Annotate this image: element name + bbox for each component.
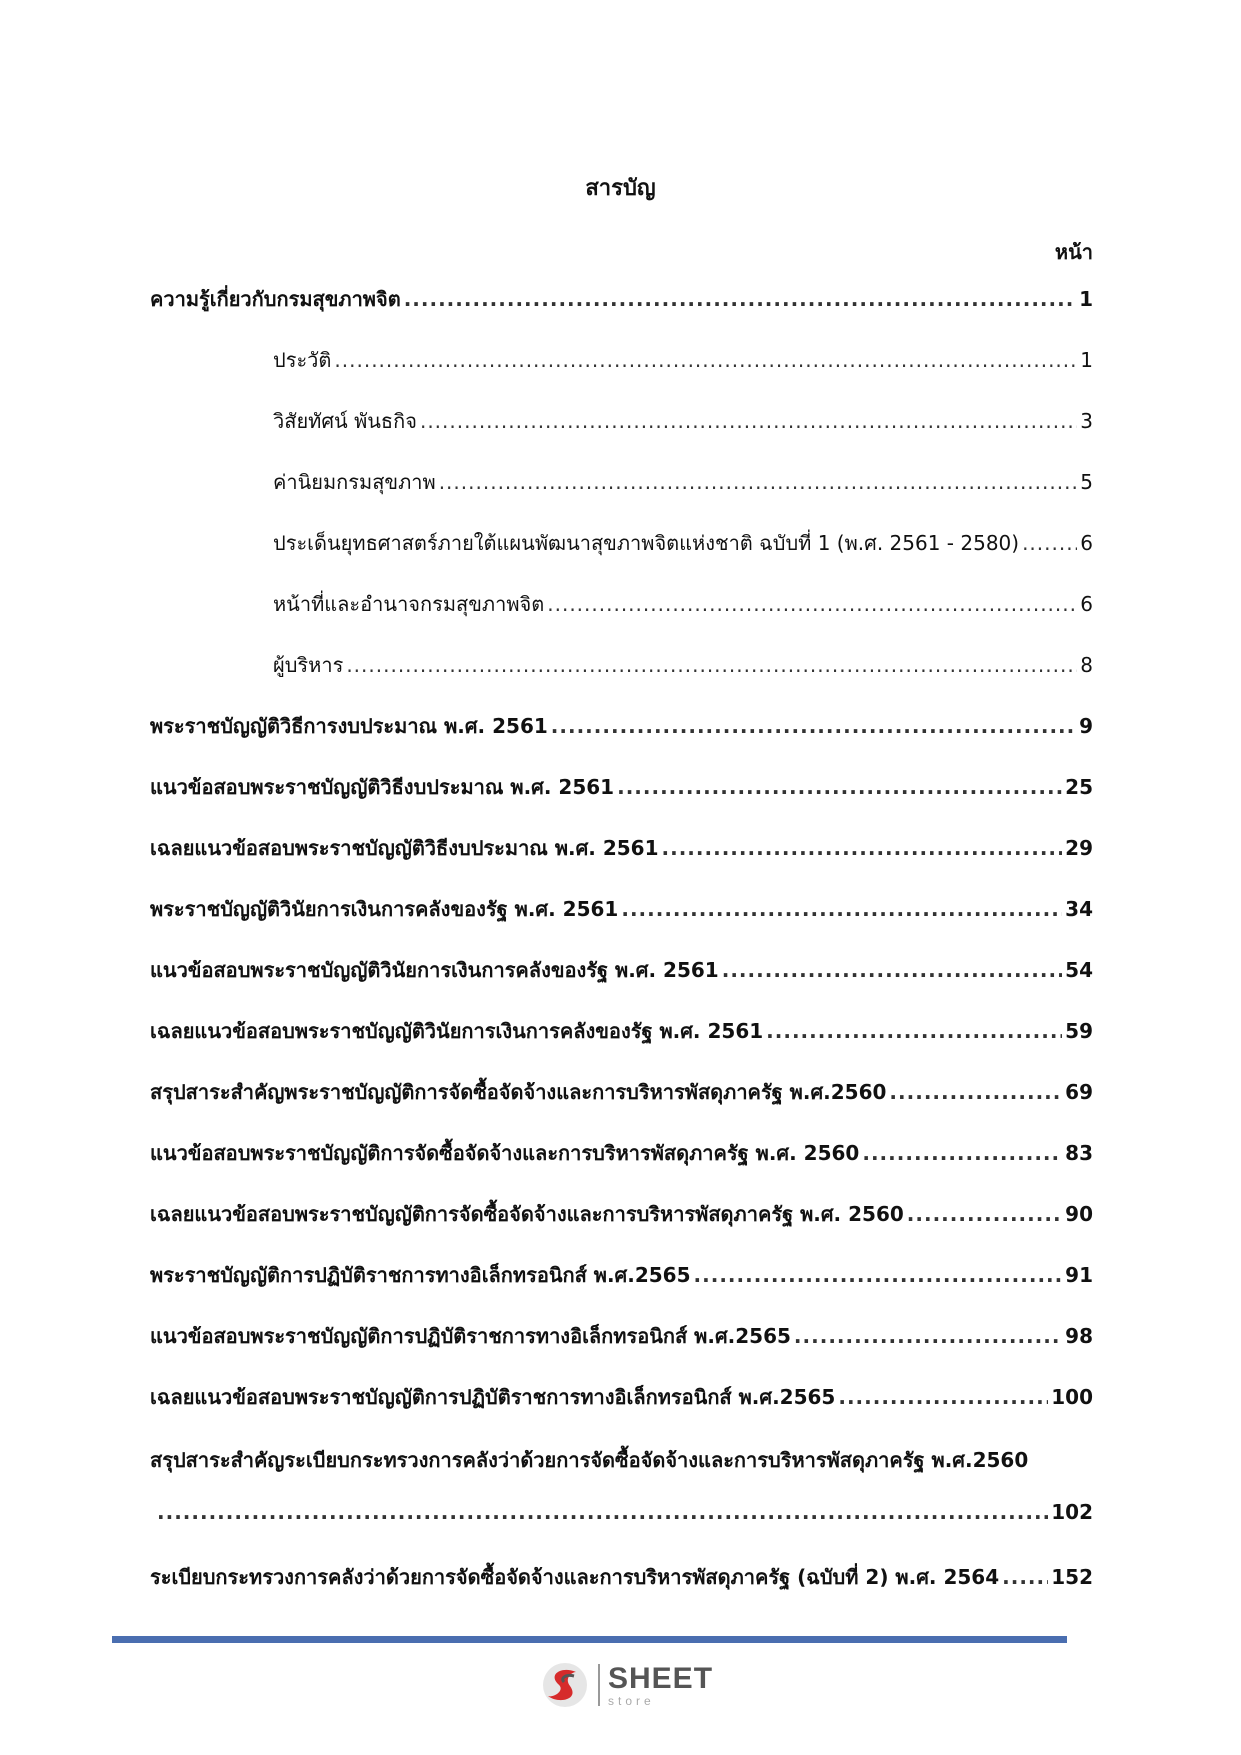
toc-entry-title: แนวข้อสอบพระราชบัญญัติวินัยการเงินการคลังของรัฐ พ.ศ. 2561 — [150, 958, 719, 982]
sheet-store-logo — [540, 1660, 713, 1710]
toc-entry-title: ประวัติ — [273, 348, 332, 372]
toc-subentry[interactable] — [150, 344, 1093, 405]
toc-entry-page: 54 — [1065, 958, 1093, 982]
dot-leader — [907, 1202, 1062, 1226]
toc-entry-page: 59 — [1065, 1019, 1093, 1043]
toc-entry-page: 102 — [1051, 1500, 1093, 1524]
dot-leader — [551, 714, 1076, 738]
toc-entry-page: 91 — [1065, 1263, 1093, 1287]
toc-subentry[interactable] — [150, 649, 1093, 710]
toc-entry-title: พระราชบัญญัติวิธีการงบประมาณ พ.ศ. 2561 — [150, 714, 548, 738]
toc-entry[interactable] — [150, 283, 1093, 344]
dot-leader — [722, 958, 1062, 982]
toc-subentry[interactable] — [150, 588, 1093, 649]
dot-leader — [1022, 531, 1077, 555]
toc-entry-title: ผู้บริหาร — [273, 653, 344, 677]
logo-wordmark: SHEET — [608, 1661, 714, 1695]
toc-entry-page: 5 — [1080, 470, 1093, 494]
footer-divider — [112, 1636, 1067, 1643]
dot-leader — [1002, 1565, 1048, 1589]
toc-entry-title: สรุปสาระสำคัญระเบียบกระทรวงการคลังว่าด้วยการจัดซื้อจัดจ้างและการบริหารพัสดุภาครัฐ พ.ศ.2560 — [150, 1448, 1029, 1472]
toc-entry-title: สรุปสาระสำคัญพระราชบัญญัติการจัดซื้อจัดจ้างและการบริหารพัสดุภาครัฐ พ.ศ.2560 — [150, 1080, 887, 1104]
toc-entry-page: 83 — [1065, 1141, 1093, 1165]
toc-entry[interactable] — [150, 1320, 1093, 1381]
toc-entry-page: 9 — [1079, 714, 1093, 738]
toc-entry-title: แนวข้อสอบพระราชบัญญัติวิธีงบประมาณ พ.ศ. 2561 — [150, 775, 615, 799]
toc-entry[interactable] — [150, 1381, 1093, 1442]
toc-entry[interactable] — [150, 771, 1093, 832]
toc-entry-title: หน้าที่และอำนาจกรมสุขภาพจิต — [273, 592, 545, 616]
dot-leader — [662, 836, 1063, 860]
toc-entry-page: 6 — [1080, 592, 1093, 616]
toc-entry[interactable] — [150, 1076, 1093, 1137]
toc-entry-title: พระราชบัญญัติการปฏิบัติราชการทางอิเล็กทรอนิกส์ พ.ศ.2565 — [150, 1263, 691, 1287]
toc-subentry[interactable] — [150, 527, 1093, 588]
dot-leader — [794, 1324, 1062, 1348]
toc-entry-title: แนวข้อสอบพระราชบัญญัติการจัดซื้อจัดจ้างและการบริหารพัสดุภาครัฐ พ.ศ. 2560 — [150, 1141, 860, 1165]
logo-subtitle: store — [608, 1693, 655, 1708]
toc-entry[interactable] — [150, 1198, 1093, 1259]
toc-entry-page: 1 — [1079, 287, 1093, 311]
toc-entry-title: แนวข้อสอบพระราชบัญญัติการปฏิบัติราชการทางอิเล็กทรอนิกส์ พ.ศ.2565 — [150, 1324, 791, 1348]
toc-entry-title: ค่านิยมกรมสุขภาพ — [273, 470, 436, 494]
toc-subentry[interactable] — [150, 466, 1093, 527]
toc-entry-page: 152 — [1051, 1565, 1093, 1589]
toc-entry-page: 29 — [1065, 836, 1093, 860]
toc-entry[interactable] — [150, 1015, 1093, 1076]
dot-leader — [889, 1080, 1062, 1104]
toc-entry-title: ความรู้เกี่ยวกับกรมสุขภาพจิต — [150, 287, 401, 311]
toc-entry[interactable] — [150, 710, 1093, 771]
dot-leader — [547, 592, 1077, 616]
toc-entry[interactable] — [150, 1561, 1093, 1622]
dot-leader — [862, 1141, 1062, 1165]
toc-entry-title: เฉลยแนวข้อสอบพระราชบัญญัติการจัดซื้อจัดจ้างและการบริหารพัสดุภาครัฐ พ.ศ. 2560 — [150, 1202, 904, 1226]
dot-leader — [420, 409, 1077, 433]
toc-entry-page: 1 — [1080, 348, 1093, 372]
toc-entry-page: 34 — [1065, 897, 1093, 921]
toc-entry-page: 3 — [1080, 409, 1093, 433]
toc-entry-page: 98 — [1065, 1324, 1093, 1348]
toc-entry-title: เฉลยแนวข้อสอบพระราชบัญญัติการปฏิบัติราชการทางอิเล็กทรอนิกส์ พ.ศ.2565 — [150, 1385, 836, 1409]
toc-entry[interactable] — [150, 1259, 1093, 1320]
toc-entry-title: วิสัยทัศน์ พันธกิจ — [273, 409, 417, 433]
toc-entry-page: 90 — [1065, 1202, 1093, 1226]
sheet-store-logo-icon — [540, 1660, 590, 1710]
toc-entry-title: พระราชบัญญัติวินัยการเงินการคลังของรัฐ พ.ศ. 2561 — [150, 897, 619, 921]
logo-separator — [598, 1664, 600, 1706]
toc-subentry[interactable] — [150, 405, 1093, 466]
dot-leader — [766, 1019, 1062, 1043]
toc-entry-page: 100 — [1051, 1385, 1093, 1409]
toc-entry-page: 69 — [1065, 1080, 1093, 1104]
toc-entry-title: ระเบียบกระทรวงการคลังว่าด้วยการจัดซื้อจัดจ้างและการบริหารพัสดุภาครัฐ (ฉบับที่ 2) พ.ศ. 2564 — [150, 1565, 1000, 1589]
toc-entry-title: เฉลยแนวข้อสอบพระราชบัญญัติวิธีงบประมาณ พ.ศ. 2561 — [150, 836, 659, 860]
dot-leader — [157, 1500, 1048, 1524]
toc-entry[interactable] — [150, 893, 1093, 954]
toc-entry-title: เฉลยแนวข้อสอบพระราชบัญญัติวินัยการเงินการคลังของรัฐ พ.ศ. 2561 — [150, 1019, 764, 1043]
page-column-label: หน้า — [1054, 240, 1093, 264]
toc-entry-page: 25 — [1065, 775, 1093, 799]
toc-entry-page: 8 — [1080, 653, 1093, 677]
dot-leader — [838, 1385, 1048, 1409]
table-of-contents — [150, 283, 1093, 1622]
toc-entry[interactable] — [150, 954, 1093, 1015]
dot-leader — [404, 287, 1076, 311]
toc-entry-page: 6 — [1080, 531, 1093, 555]
toc-entry[interactable] — [150, 832, 1093, 893]
toc-entry-title: ประเด็นยุทธศาสตร์ภายใต้แผนพัฒนาสุขภาพจิตแห่งชาติ ฉบับที่ 1 (พ.ศ. 2561 - 2580) — [273, 531, 1020, 555]
page-title: สารบัญ — [585, 176, 656, 201]
dot-leader — [617, 775, 1062, 799]
toc-entry[interactable] — [150, 1137, 1093, 1198]
dot-leader — [621, 897, 1062, 921]
dot-leader — [334, 348, 1077, 372]
dot-leader — [694, 1263, 1063, 1287]
toc-entry[interactable] — [150, 1444, 1093, 1561]
dot-leader — [346, 653, 1077, 677]
dot-leader — [439, 470, 1078, 494]
